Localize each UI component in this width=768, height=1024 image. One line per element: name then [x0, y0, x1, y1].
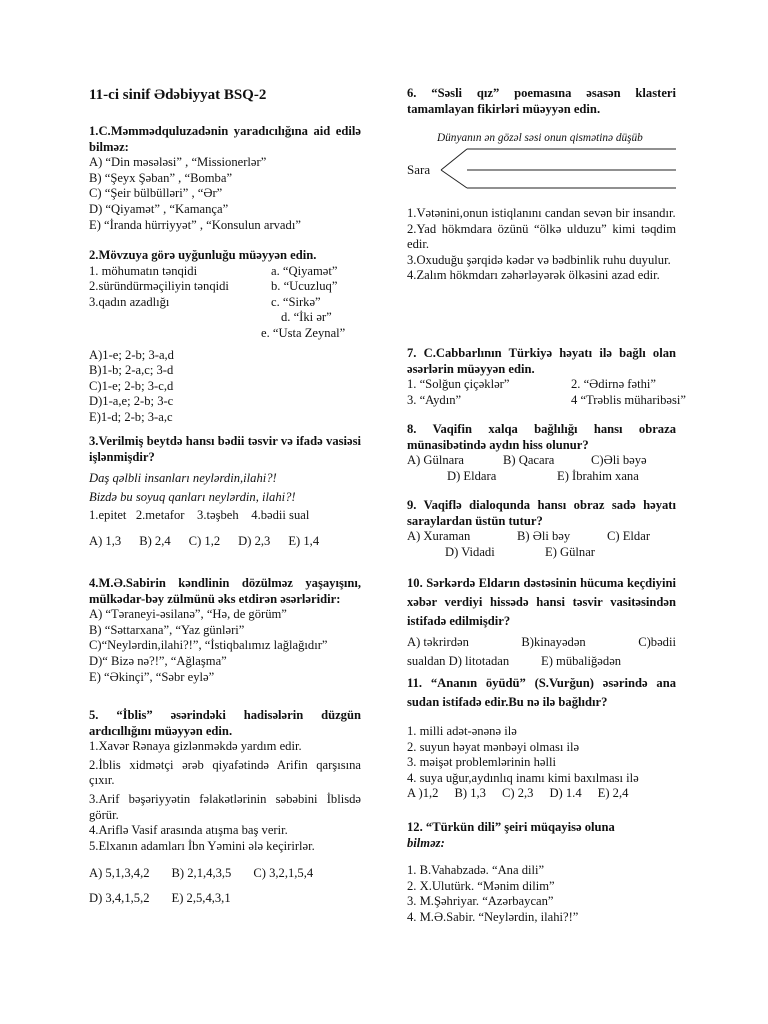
- answer-row: A) 5,1,3,4,2 B) 2,1,4,3,5 C) 3,2,1,5,4: [89, 866, 314, 881]
- option: E)1-d; 2-b; 3-a,c: [89, 409, 173, 424]
- answer-row: A) təkrirdən B)kinayədən C)bədii: [407, 635, 676, 649]
- match-row: e. “Usta Zeynal”: [261, 325, 346, 340]
- option: A) “Təraneyi-əsilanə”, “Hə, de görüm”: [89, 607, 287, 622]
- cluster-caption: Dünyanın ən gözəl səsi onun qismətinə düşüb: [437, 132, 643, 144]
- list-item: 3. M.Şəhriyar. “Azərbaycan”: [407, 894, 554, 909]
- question-10-title: 10. Sərkərdə Eldarın dəstəsinin hücuma keçdiyini xəbər verdiyi hissədə hansi təsvir vasitəsindən istifadə edilmişdir?: [407, 576, 676, 628]
- match-row: 3.qadın azadlığı c. “Sirkə”: [89, 294, 321, 309]
- question-4: [89, 576, 361, 685]
- work-row: 3. “Aydın” 4 “Trəblis müharibəsi”: [407, 392, 686, 407]
- question-12-title: 12. “Türkün dili” şeiri müqayisə oluna: [407, 820, 615, 834]
- option: B) “Şeyx Şəban” , “Bomba”: [89, 170, 233, 185]
- question-5: [89, 708, 361, 907]
- list-item: 1. B.Vahabzadə. “Ana dili”: [407, 863, 545, 878]
- question-11-title: 11. “Ananın öyüdü” (S.Vurğun) əsərində ana sudan istifadə edir.Bu nə ilə bağlıdır?: [407, 676, 676, 709]
- list-item: 4. suya uğur,aydınlıq inamı kimi baxılması ilə: [407, 770, 639, 785]
- question-9: [407, 498, 676, 560]
- statement-item: 2.Yad hökmdara özünü “ölkə ulduzu” kimi təqdim edir.: [407, 221, 676, 252]
- cluster-diagram: [407, 130, 676, 192]
- option: C)“Neylərdin,ilahi?!”, “İstiqbalımız lağlağıdır”: [89, 638, 328, 653]
- question-5-title: 5. “İblis” əsərindəki hadisələrin düzgün ardıcıllığını müəyyən edin.: [89, 708, 361, 738]
- event-item: 3.Arif bəşəriyyətin fəlakətlərinin səbəbini İblisdə görür.: [89, 791, 361, 822]
- question-7: [407, 346, 686, 408]
- verse-line: Bizdə bu soyuq qanları neylərdin, ilahi?!: [89, 489, 296, 504]
- option: A) “Din məsələsi” , “Missionerlər”: [89, 155, 267, 170]
- question-6-title: 6. “Səsli qız” poemasına əsasən klasteri tamamlayan fikirləri müəyyən edin.: [407, 86, 676, 116]
- answer-row: A) Gülnara B) Qacara C)Əli bəyə: [407, 453, 647, 468]
- statement-item: 3.Oxuduğu şərqidə kədər və bədbinlik ruhu duyulur.: [407, 252, 671, 267]
- question-7-title: 7. C.Cabbarlının Türkiyə həyatı ilə bağlı olan əsərlərin müəyyən edin.: [407, 346, 676, 376]
- answer-row: D) Eldara E) İbrahim xana: [447, 468, 639, 483]
- answer-row: D) Vidadi E) Gülnar: [445, 544, 596, 559]
- page-title: 11-ci sinif Ədəbiyyat BSQ-2: [89, 87, 267, 103]
- question-2-title: 2.Mövzuya görə uyğunluğu müəyyən edin.: [89, 248, 317, 262]
- option: B) “Səttarxana”, “Yaz günləri”: [89, 622, 245, 637]
- question-8-title: 8. Vaqifin xalqa bağlılığı hansı obraza münasibətində aydın hiss olunur?: [407, 422, 676, 452]
- option: E) “Əkinçi”, “Səbr eylə”: [89, 669, 215, 684]
- cluster-center: Sara: [407, 162, 431, 177]
- answer-row: A) Xuraman B) Əli bəy C) Eldar: [407, 529, 651, 544]
- event-item: 4.Ariflə Vasif arasında atışma baş verir.: [89, 823, 288, 838]
- match-row: 1. möhumatın tənqidi a. “Qiyamət”: [89, 263, 338, 278]
- event-item: 2.İblis xidmətçi ərəb qiyafətində Arifin qarşısına çıxır.: [89, 757, 361, 788]
- work-row: 1. “Solğun çiçəklər” 2. “Ədirnə fəthi”: [407, 377, 656, 392]
- statement-item: 4.Zalım hökmdarı zəhərləyərək ölkəsini azad edir.: [407, 268, 660, 283]
- answer-row: D) 3,4,1,5,2 E) 2,5,4,3,1: [89, 890, 231, 905]
- statement-item: 1.Vətənini,onun istiqlanını candan sevən bir insandır.: [407, 206, 676, 220]
- question-1: [89, 124, 361, 233]
- question-6-items: [407, 206, 676, 284]
- match-row: 2.süründürməçiliyin tənqidi b. “Ucuzluq”: [89, 279, 338, 294]
- verse-line: Daş qəlbli insanları neylərdin,ilahi?!: [89, 471, 277, 486]
- option: B)1-b; 2-a,c; 3-d: [89, 363, 174, 378]
- question-2: [89, 248, 361, 426]
- option: C)1-e; 2-b; 3-c,d: [89, 378, 174, 393]
- event-item: 5.Elxanın adamları İbn Yəmini ələ keçirirlər.: [89, 838, 315, 853]
- option: D)“ Bizə nə?!”, “Ağlaşma”: [89, 653, 227, 668]
- option: D) “Qiyamət” , “Kamança”: [89, 201, 229, 216]
- question-8: [407, 422, 676, 484]
- option: D)1-a,e; 2-b; 3-c: [89, 394, 174, 409]
- list-item: 3. məişət problemlərinin həlli: [407, 755, 556, 770]
- question-1-title: 1.C.Məmmədquluzadənin yaradıcılığına aid edilə bilməz:: [89, 124, 361, 154]
- list-item: 2. suyun həyat mənbəyi olması ilə: [407, 739, 580, 754]
- match-row: d. “İki ər”: [281, 310, 332, 325]
- question-9-title: 9. Vaqiflə dialoqunda hansı obraz sadə həyatı saraylardan üstün tutur?: [407, 498, 676, 528]
- option: A)1-e; 2-b; 3-a,d: [89, 347, 174, 362]
- list-item: 4. M.Ə.Sabir. “Neylərdin, ilahi?!”: [407, 909, 579, 924]
- question-11: [407, 674, 676, 802]
- question-3-title: 3.Verilmiş beytdə hansı bədii təsvir və ifadə vasiəsi işlənmişdir?: [89, 434, 361, 464]
- question-12: [407, 820, 676, 926]
- question-10: [407, 574, 676, 669]
- device-list: 1.epitet 2.metafor 3.təşbeh 4.bədii sual: [89, 508, 310, 523]
- event-item: 1.Xavər Rənaya gizlənməkdə yardım edir.: [89, 739, 302, 754]
- option: C) “Şeir bülbülləri” , “Ər”: [89, 186, 223, 201]
- question-3: [89, 434, 361, 550]
- question-6: [407, 86, 676, 117]
- answer-row: A) 1,3 B) 2,4 C) 1,2 D) 2,3 E) 1,4: [89, 533, 320, 548]
- question-4-title: 4.M.Ə.Sabirin kəndlinin dözülməz yaşayışını, mülkədar-bəy zülmünü əks etdirən əsərləridir:: [89, 576, 361, 606]
- answer-row: A )1,2 B) 1,3 C) 2,3 D) 1.4 E) 2,4: [407, 786, 629, 801]
- question-12-title-tail: bilməz:: [407, 835, 445, 850]
- list-item: 1. milli adət-ənənə ilə: [407, 724, 517, 738]
- option: E) “İranda hürriyyət” , “Konsulun arvadı”: [89, 217, 301, 232]
- answer-row: sualdan D) litotadan E) mübaliğədən: [407, 653, 622, 668]
- list-item: 2. X.Ulutürk. “Mənim dilim”: [407, 878, 555, 893]
